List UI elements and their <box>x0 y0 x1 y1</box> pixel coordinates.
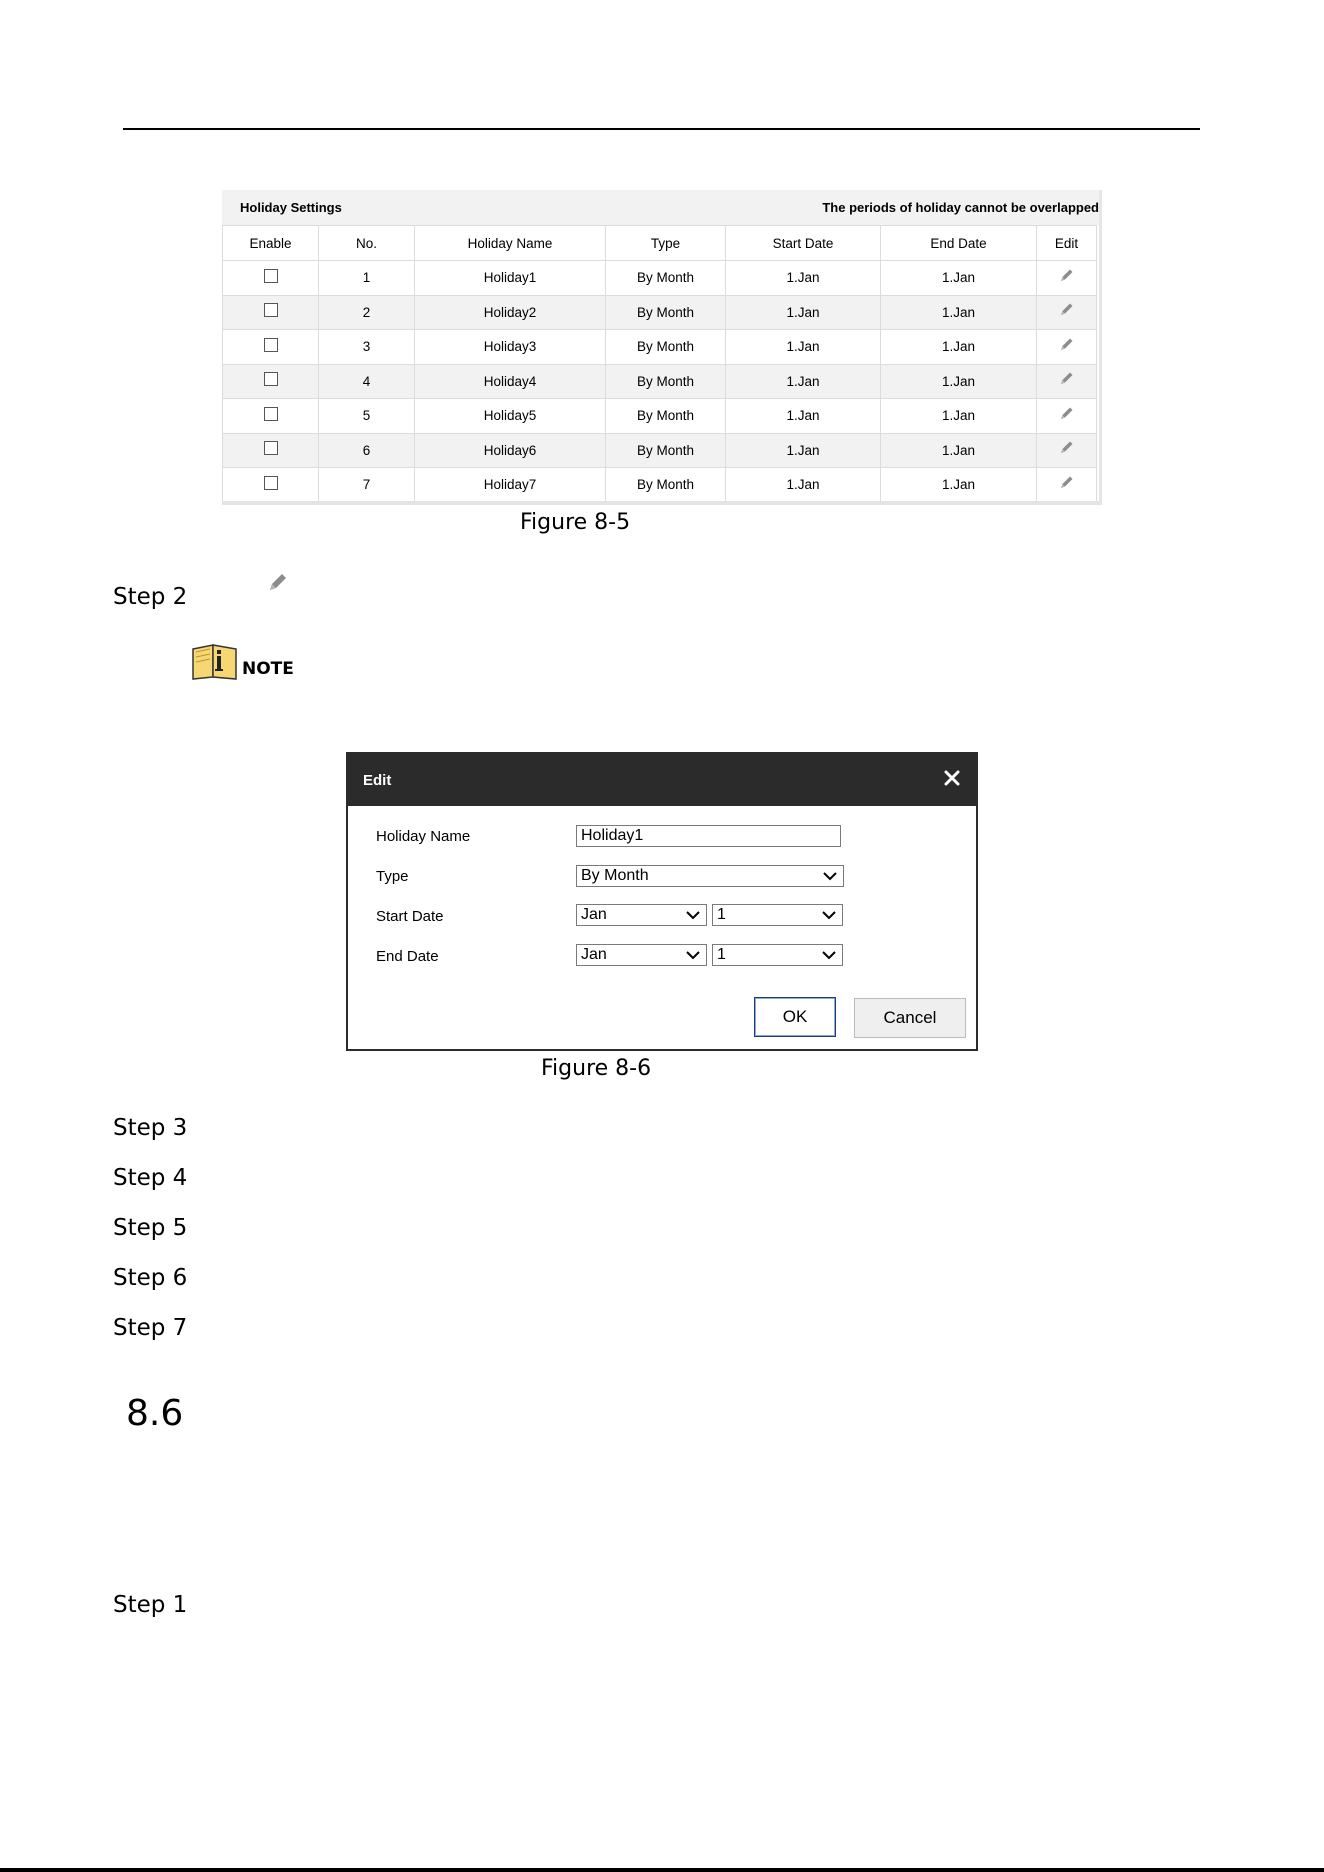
edit-cell[interactable] <box>1037 433 1097 468</box>
type-select-value: By Month <box>581 867 649 884</box>
enable-cell <box>223 295 319 330</box>
note-book-icon <box>190 643 240 681</box>
chevron-down-icon <box>686 909 700 921</box>
table-row <box>223 468 1097 503</box>
column-header-holiday-name: Holiday Name <box>415 226 606 261</box>
enable-cell <box>223 468 319 503</box>
table-row <box>223 330 1097 365</box>
holiday-name-cell: Holiday7 <box>415 468 606 503</box>
type-cell: By Month <box>606 261 726 296</box>
enable-checkbox[interactable] <box>264 407 278 421</box>
pencil-icon <box>266 570 290 594</box>
table-row <box>223 364 1097 399</box>
row-number: 3 <box>319 330 415 365</box>
end-day-select[interactable] <box>712 944 843 966</box>
ok-button[interactable]: OK <box>754 997 836 1037</box>
holiday-name-cell: Holiday6 <box>415 433 606 468</box>
pencil-icon <box>1059 336 1075 352</box>
holiday-settings-title: Holiday Settings <box>240 200 342 215</box>
pencil-icon <box>1059 474 1075 490</box>
row-number: 4 <box>319 364 415 399</box>
edit-cell[interactable] <box>1037 468 1097 503</box>
end-date-cell: 1.Jan <box>881 399 1037 434</box>
table-row <box>223 433 1097 468</box>
end-date-cell: 1.Jan <box>881 261 1037 296</box>
holiday-name-input[interactable]: Holiday1 <box>576 825 841 847</box>
pencil-icon <box>1059 301 1075 317</box>
overlap-note: The periods of holiday cannot be overlapped <box>822 200 1099 215</box>
pencil-icon <box>1059 370 1075 386</box>
edit-cell[interactable] <box>1037 399 1097 434</box>
start-date-cell: 1.Jan <box>726 261 881 296</box>
start-date-label: Start Date <box>376 908 444 925</box>
type-cell: By Month <box>606 330 726 365</box>
enable-cell <box>223 364 319 399</box>
holiday-name-label: Holiday Name <box>376 828 471 845</box>
type-cell: By Month <box>606 364 726 399</box>
edit-cell[interactable] <box>1037 364 1097 399</box>
column-header-edit: Edit <box>1037 226 1097 261</box>
edit-cell[interactable] <box>1037 295 1097 330</box>
start-date-cell: 1.Jan <box>726 399 881 434</box>
holiday-name-cell: Holiday4 <box>415 364 606 399</box>
enable-cell <box>223 433 319 468</box>
chevron-down-icon <box>823 870 837 882</box>
column-header-enable: Enable <box>223 226 319 261</box>
chevron-down-icon <box>686 949 700 961</box>
enable-cell <box>223 261 319 296</box>
type-label: Type <box>376 868 409 885</box>
row-number: 5 <box>319 399 415 434</box>
holiday-name-cell: Holiday5 <box>415 399 606 434</box>
header-rule <box>123 128 1200 130</box>
row-number: 2 <box>319 295 415 330</box>
end-date-label: End Date <box>376 948 439 965</box>
type-cell: By Month <box>606 433 726 468</box>
holiday-name-cell: Holiday2 <box>415 295 606 330</box>
end-date-cell: 1.Jan <box>881 433 1037 468</box>
table-row <box>223 261 1097 296</box>
column-header-no: No. <box>319 226 415 261</box>
end-month-select[interactable] <box>576 944 707 966</box>
end-date-cell: 1.Jan <box>881 295 1037 330</box>
end-date-cell: 1.Jan <box>881 330 1037 365</box>
enable-checkbox[interactable] <box>264 372 278 386</box>
end-date-cell: 1.Jan <box>881 364 1037 399</box>
figure-8-6-caption: Figure 8-6 <box>541 1056 652 1081</box>
dialog-title: Edit <box>363 772 392 789</box>
type-cell: By Month <box>606 399 726 434</box>
pencil-icon <box>1059 405 1075 421</box>
start-date-cell: 1.Jan <box>726 468 881 503</box>
start-date-cell: 1.Jan <box>726 364 881 399</box>
cancel-button[interactable]: Cancel <box>854 998 966 1038</box>
start-month-value: Jan <box>581 906 607 923</box>
figure-8-5-caption: Figure 8-5 <box>520 510 631 535</box>
row-number: 7 <box>319 468 415 503</box>
chevron-down-icon <box>822 949 836 961</box>
start-day-value: 1 <box>717 906 726 923</box>
edit-cell[interactable] <box>1037 261 1097 296</box>
start-day-select[interactable] <box>712 904 843 926</box>
holiday-table <box>222 225 1097 503</box>
row-number: 1 <box>319 261 415 296</box>
start-date-cell: 1.Jan <box>726 295 881 330</box>
pencil-icon <box>1059 267 1075 283</box>
start-month-select[interactable] <box>576 904 707 926</box>
enable-checkbox[interactable] <box>264 476 278 490</box>
column-header-start-date: Start Date <box>726 226 881 261</box>
holiday-name-cell: Holiday1 <box>415 261 606 296</box>
enable-checkbox[interactable] <box>264 338 278 352</box>
end-date-cell: 1.Jan <box>881 468 1037 503</box>
step-6-label: Step 6 <box>113 1265 188 1291</box>
dialog-title-bar <box>348 754 976 806</box>
step-4-label: Step 4 <box>113 1165 188 1191</box>
note-label: NOTE <box>242 659 294 679</box>
step-3-label: Step 3 <box>113 1115 188 1141</box>
column-header-end-date: End Date <box>881 226 1037 261</box>
enable-checkbox[interactable] <box>264 269 278 283</box>
row-number: 6 <box>319 433 415 468</box>
type-select[interactable] <box>576 865 844 887</box>
edit-cell[interactable] <box>1037 330 1097 365</box>
enable-cell <box>223 330 319 365</box>
table-row <box>223 399 1097 434</box>
type-cell: By Month <box>606 295 726 330</box>
end-day-value: 1 <box>717 946 726 963</box>
step-2-label: Step 2 <box>113 584 188 610</box>
section-number: 8.6 <box>126 1393 184 1434</box>
holiday-settings-panel <box>222 190 1102 505</box>
column-header-type: Type <box>606 226 726 261</box>
step-1-label: Step 1 <box>113 1592 188 1618</box>
close-icon[interactable] <box>940 766 964 790</box>
table-row <box>223 295 1097 330</box>
enable-checkbox[interactable] <box>264 303 278 317</box>
enable-cell <box>223 399 319 434</box>
enable-checkbox[interactable] <box>264 441 278 455</box>
step-7-label: Step 7 <box>113 1315 188 1341</box>
start-date-cell: 1.Jan <box>726 433 881 468</box>
holiday-name-cell: Holiday3 <box>415 330 606 365</box>
start-date-cell: 1.Jan <box>726 330 881 365</box>
table-header-row <box>223 226 1097 261</box>
chevron-down-icon <box>822 909 836 921</box>
edit-dialog <box>346 752 978 1051</box>
holiday-settings-header <box>222 190 1099 225</box>
footer-rule <box>0 1868 1324 1872</box>
step-5-label: Step 5 <box>113 1215 188 1241</box>
type-cell: By Month <box>606 468 726 503</box>
end-month-value: Jan <box>581 946 607 963</box>
pencil-icon <box>1059 439 1075 455</box>
